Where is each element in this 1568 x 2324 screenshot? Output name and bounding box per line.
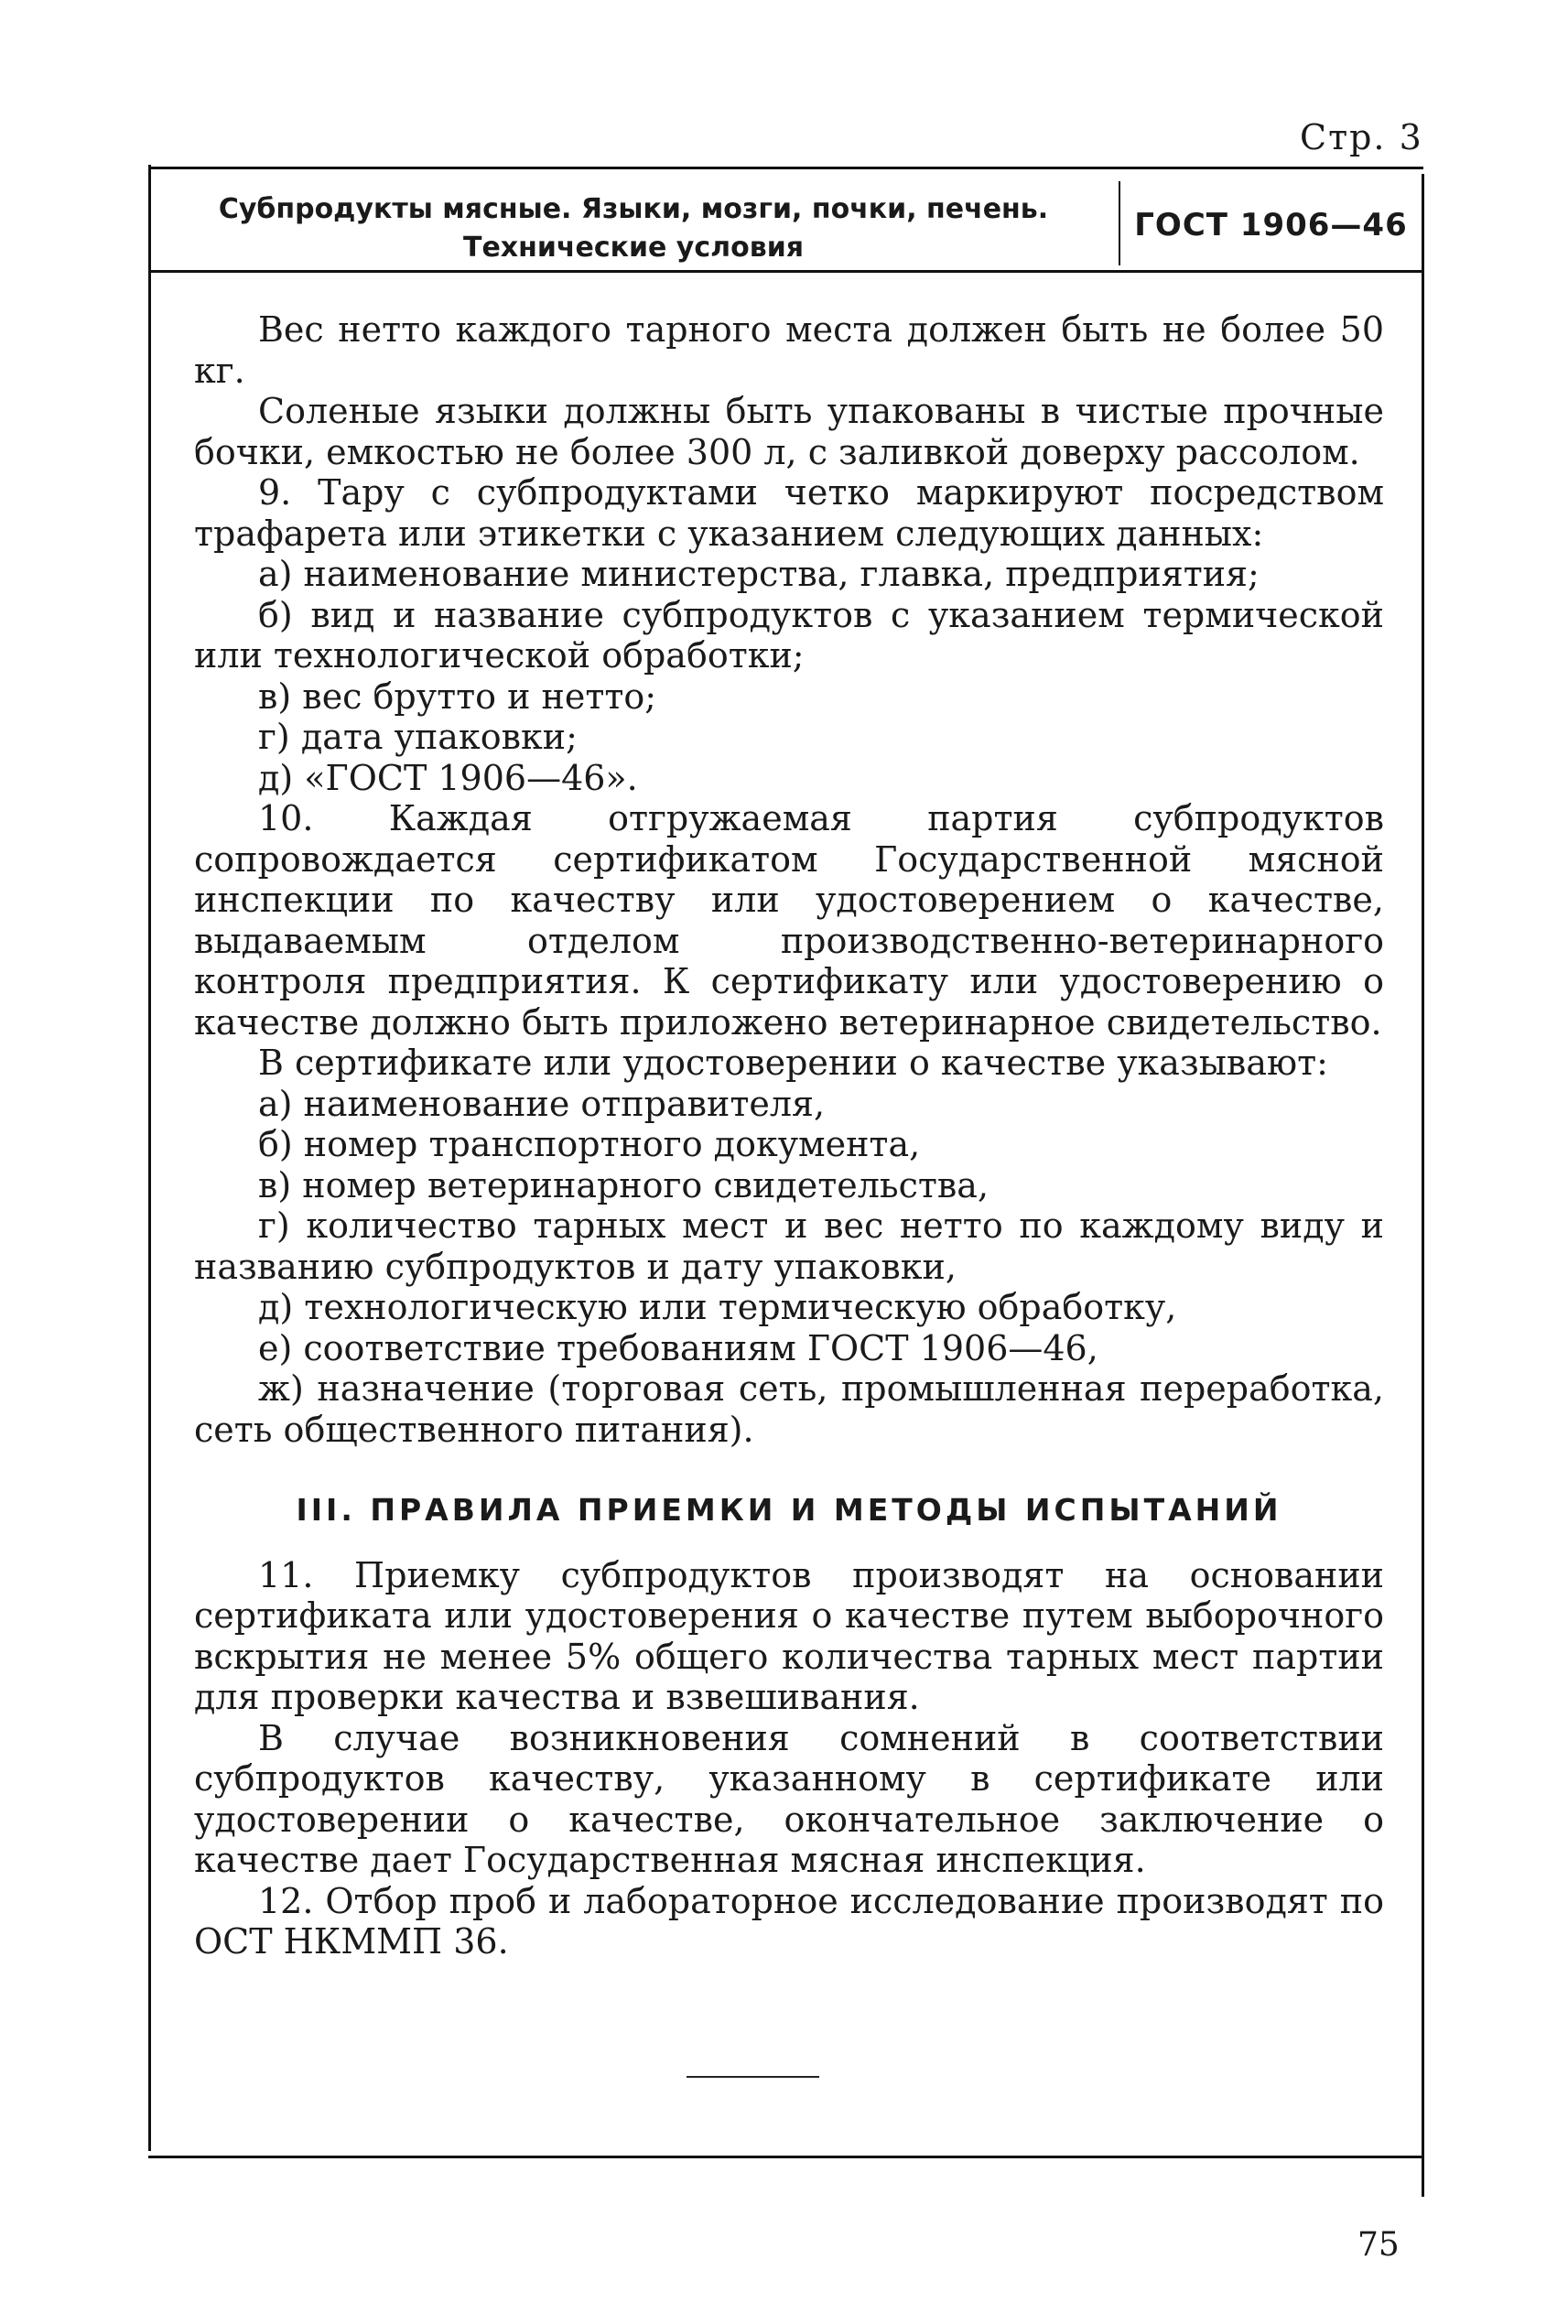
list-item: ж) назначение (торговая сеть, промышленная переработка, сеть общественного питания).	[194, 1368, 1384, 1450]
paragraph: Соленые языки должны быть упакованы в чистые прочные бочки, емкостью не более 300 л, с заливкой доверху рассолом.	[194, 391, 1384, 472]
frame-bottom-rule	[148, 2156, 1423, 2158]
page-number-top: Стр. 3	[1300, 117, 1423, 157]
list-item: е) соответствие требованиям ГОСТ 1906—46,	[258, 1327, 1098, 1368]
list-item: в) вес брутто и нетто;	[258, 676, 657, 717]
paragraph: В случае возникновения сомнений в соответствии субпродуктов качеству, указанному в сертификате или удостоверении о качестве, окончательное заключение о качестве дает Государственная мясная инспекция.	[194, 1717, 1384, 1880]
section-title: III. ПРАВИЛА ПРИЕМКИ И МЕТОДЫ ИСПЫТАНИЙ	[296, 1492, 1282, 1528]
frame-left-rule	[148, 165, 151, 2151]
list-item: г) дата упаковки;	[258, 717, 578, 757]
paragraph: 11. Приемку субпродуктов производят на основании сертификата или удостоверения о качестве путем выборочного вскрытия не менее 5% общего количества тарных мест партии для проверки качества и взвешивания.	[194, 1554, 1384, 1717]
list-item: в) номер ветеринарного свидетельства,	[258, 1164, 989, 1205]
document-header	[148, 174, 1423, 273]
list-item: г) количество тарных мест и вес нетто по каждому виду и названию субпродуктов и дату упаковки,	[194, 1205, 1384, 1287]
list-item: д) «ГОСТ 1906—46».	[258, 757, 638, 798]
paragraph: 12. Отбор проб и лабораторное исследование производят по ОСТ НКММП 36.	[194, 1880, 1384, 1962]
frame-top-rule	[148, 167, 1423, 169]
header-title	[148, 190, 1119, 267]
document-body	[194, 309, 1384, 1962]
paragraph: Вес нетто каждого тарного места должен быть не более 50 кг.	[194, 309, 1384, 391]
list-item: б) вид и название субпродуктов с указанием термической или технологической обработки;	[194, 594, 1384, 676]
list-item: а) наименование министерства, главка, предприятия;	[258, 554, 1260, 594]
list-item: б) номер транспортного документа,	[258, 1124, 921, 1164]
header-title-line-1: Субпродукты мясные. Языки, мозги, почки, печень.	[218, 193, 1049, 225]
list-item: д) технологическую или термическую обработку,	[258, 1287, 1177, 1327]
paragraph: 9. Тару с субпродуктами четко маркируют посредством трафарета или этикетки с указанием следующих данных:	[194, 472, 1384, 554]
frame-right-rule	[1422, 174, 1424, 2197]
end-of-text-rule	[687, 2076, 819, 2078]
paragraph: 10. Каждая отгружаемая партия субпродуктов сопровождается сертификатом Государственной мясной инспекции по качеству или удостоверением о качестве, выдаваемым отделом производственно-ветеринарного контроля предприятия. К сертификату или удостоверению о качестве должно быть приложено ветеринарное свидетельство.	[194, 798, 1384, 1043]
paragraph: В сертификате или удостоверении о качестве указывают:	[258, 1043, 1328, 1083]
standard-code: ГОСТ 1906—46	[1134, 207, 1408, 243]
header-title-line-2: Технические условия	[463, 232, 804, 264]
list-item: а) наименование отправителя,	[258, 1083, 826, 1124]
page-number-bottom: 75	[1357, 2226, 1400, 2264]
